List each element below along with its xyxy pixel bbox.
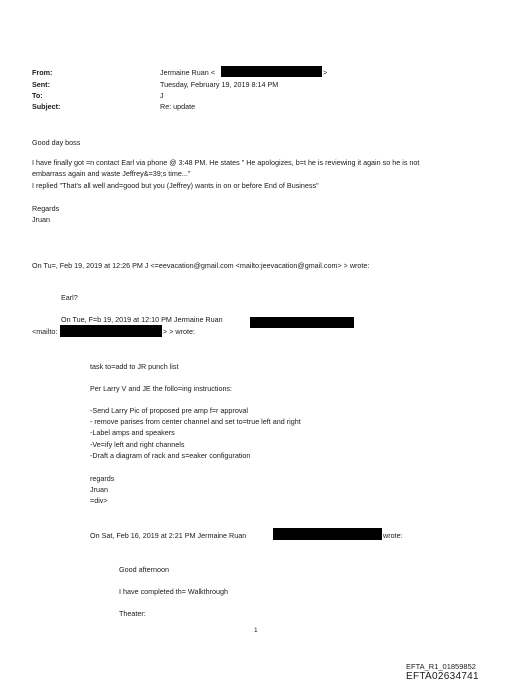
quote2-task: task to=add to JR punch list [90,362,179,371]
to-label: To: [32,91,43,100]
from-tail: > [323,68,328,77]
redaction-quote2-email-1 [250,317,354,328]
quote3-line: I have completed th= Walkthrough [119,587,229,596]
redaction-quote3-email [273,528,382,540]
signature: Jruan [32,215,50,224]
sent-label: Sent: [32,80,50,89]
to-value: J [160,91,164,100]
quote2-div: =div> [90,496,108,505]
page-number: 1 [254,627,258,634]
from-value: Jermaine Ruan < [160,68,215,77]
quote3-header: On Sat, Feb 16, 2019 at 2:21 PM Jermaine Ruan [90,531,247,540]
subject-label: Subject: [32,102,61,111]
quote1-text: Earl? [61,293,78,302]
instruction-item: -Send Larry Pic of proposed pre amp f=r approval [90,406,249,415]
greeting: Good day boss [32,138,81,147]
quote3-wrote: wrote: [383,531,403,540]
instruction-item: -Label amps and speakers [90,428,175,437]
body-line-3: I replied "That's all well and=good but you (Jeffrey) wants in on or before End of Business" [32,181,319,190]
body-line-2: embarrass again and waste Jeffrey&=39;s time..." [32,169,191,178]
quote1-header: On Tu=, Feb 19, 2019 at 12:26 PM J <=eevacation@gmail.com <mailto:jeevacation@gmail.com> > wrote: [32,261,370,270]
quote2-signature: Jruan [90,485,108,494]
instruction-item: -Ve=ify left and right channels [90,440,185,449]
sent-value: Tuesday, February 19, 2019 8:14 PM [160,80,279,89]
quote2-wrote: > > wrote: [163,327,195,336]
redaction-quote2-email-2 [60,325,162,337]
quote3-theater: Theater: [119,609,146,618]
quote2-instructions: Per Larry V and JE the follo=ing instructions: [90,384,233,393]
redaction-from-email [221,66,322,77]
regards: Regards [32,204,60,213]
instruction-item: - remove parises from center channel and set to=true left and right [90,417,301,426]
quote2-regards: regards [90,474,115,483]
body-line-1: I have finally got =n contact Earl via phone @ 3:48 PM. He states " He apologizes, b=t he is reviewing it again so he is not [32,158,420,167]
quote3-greeting: Good afternoon [119,565,169,574]
quote2-mailto: <mailto: [32,327,58,336]
footer-id-1: EFTA_R1_01859852 [406,662,476,671]
instruction-item: -Draft a diagram of rack and s=eaker configuration [90,451,251,460]
from-label: From: [32,68,53,77]
footer-id-2: EFTA02634741 [406,671,479,682]
subject-value: Re: update [160,102,196,111]
quote2-header: On Tue, F=b 19, 2019 at 12:10 PM Jermaine Ruan [61,315,223,324]
